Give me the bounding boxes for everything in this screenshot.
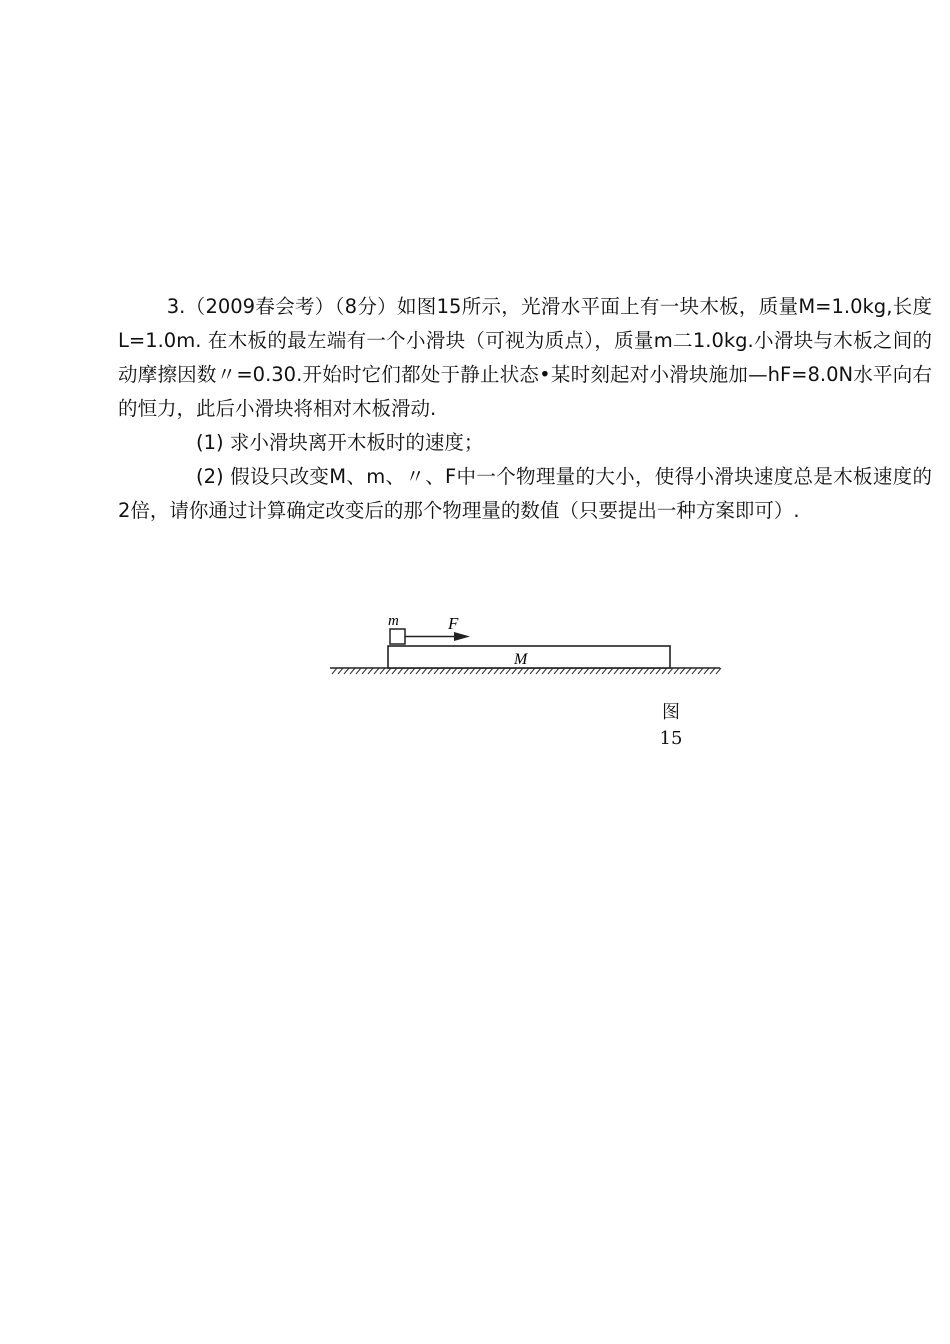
hatch-stroke [458, 668, 463, 674]
hatch-stroke [380, 668, 385, 674]
hatch-stroke [512, 668, 517, 674]
hatch-stroke [518, 668, 523, 674]
hatch-stroke [704, 668, 709, 674]
hatch-stroke [584, 668, 589, 674]
force-arrow-head [454, 632, 470, 641]
force-label: F [448, 614, 459, 633]
hatch-stroke [710, 668, 715, 674]
hatch-stroke [338, 668, 343, 674]
hatch-stroke [632, 668, 637, 674]
hatch-stroke [680, 668, 685, 674]
question-2: (2) 假设只改变M、m、〃、F中一个物理量的大小，使得小滑块速度总是木板速度的2倍，请你通过计算确定改变后的那个物理量的数值（只要提出一种方案即可）. [118, 465, 932, 522]
hatch-stroke [638, 668, 643, 674]
hatch-stroke [572, 668, 577, 674]
hatch-stroke [482, 668, 487, 674]
hatch-stroke [374, 668, 379, 674]
hatch-stroke [452, 668, 457, 674]
hatch-stroke [494, 668, 499, 674]
hatch-stroke [686, 668, 691, 674]
figure-caption [658, 700, 684, 752]
hatch-stroke [488, 668, 493, 674]
hatch-stroke [650, 668, 655, 674]
hatch-stroke [566, 668, 571, 674]
hatch-stroke [524, 668, 529, 674]
hatch-stroke [596, 668, 601, 674]
hatch-stroke [578, 668, 583, 674]
diagram-figure [330, 612, 722, 682]
hatch-stroke [410, 668, 415, 674]
hatch-stroke [356, 668, 361, 674]
hatch-stroke [422, 668, 427, 674]
hatch-stroke [716, 668, 721, 674]
diagram-svg [330, 612, 722, 682]
hatch-stroke [362, 668, 367, 674]
problem-text [118, 290, 932, 528]
hatch-stroke [416, 668, 421, 674]
board-label: M [514, 651, 528, 668]
hatch-stroke [530, 668, 535, 674]
hatch-stroke [398, 668, 403, 674]
hatch-stroke [602, 668, 607, 674]
hatch-stroke [440, 668, 445, 674]
hatch-stroke [428, 668, 433, 674]
hatch-stroke [554, 668, 559, 674]
hatch-stroke [344, 668, 349, 674]
hatch-stroke [392, 668, 397, 674]
hatch-stroke [434, 668, 439, 674]
ground-hatching [332, 668, 721, 674]
hatch-stroke [608, 668, 613, 674]
hatch-stroke [620, 668, 625, 674]
hatch-stroke [614, 668, 619, 674]
hatch-stroke [656, 668, 661, 674]
hatch-stroke [698, 668, 703, 674]
hatch-stroke [446, 668, 451, 674]
hatch-stroke [644, 668, 649, 674]
question-1: (1) 求小滑块离开木板时的速度； [196, 431, 484, 454]
hatch-stroke [626, 668, 631, 674]
hatch-stroke [662, 668, 667, 674]
board-rect [388, 646, 670, 668]
hatch-stroke [692, 668, 697, 674]
block-rect [390, 629, 405, 644]
hatch-stroke [500, 668, 505, 674]
hatch-stroke [368, 668, 373, 674]
block-label: m [388, 613, 399, 629]
hatch-stroke [674, 668, 679, 674]
hatch-stroke [404, 668, 409, 674]
hatch-stroke [560, 668, 565, 674]
figure-caption-char: 图 [662, 702, 680, 723]
hatch-stroke [506, 668, 511, 674]
hatch-stroke [548, 668, 553, 674]
hatch-stroke [332, 668, 337, 674]
hatch-stroke [536, 668, 541, 674]
figure-caption-number: 15 [659, 728, 683, 749]
hatch-stroke [386, 668, 391, 674]
hatch-stroke [590, 668, 595, 674]
hatch-stroke [476, 668, 481, 674]
problem-stem: 3.（2009春会考）（8分）如图15所示，光滑水平面上有一块木板，质量M=1.0kg,长度L=1.0m. 在木板的最左端有一个小滑块（可视为质点），质量m二1.0kg.小滑块与木板之间的动摩擦因数〃=0.30.开始时它们都处于静止状态•某时刻起对小滑块施加—hF=8.0N水平向右的恒力，此后小滑块将相对木板滑动. [118, 295, 932, 420]
hatch-stroke [668, 668, 673, 674]
hatch-stroke [542, 668, 547, 674]
hatch-stroke [464, 668, 469, 674]
hatch-stroke [470, 668, 475, 674]
hatch-stroke [350, 668, 355, 674]
